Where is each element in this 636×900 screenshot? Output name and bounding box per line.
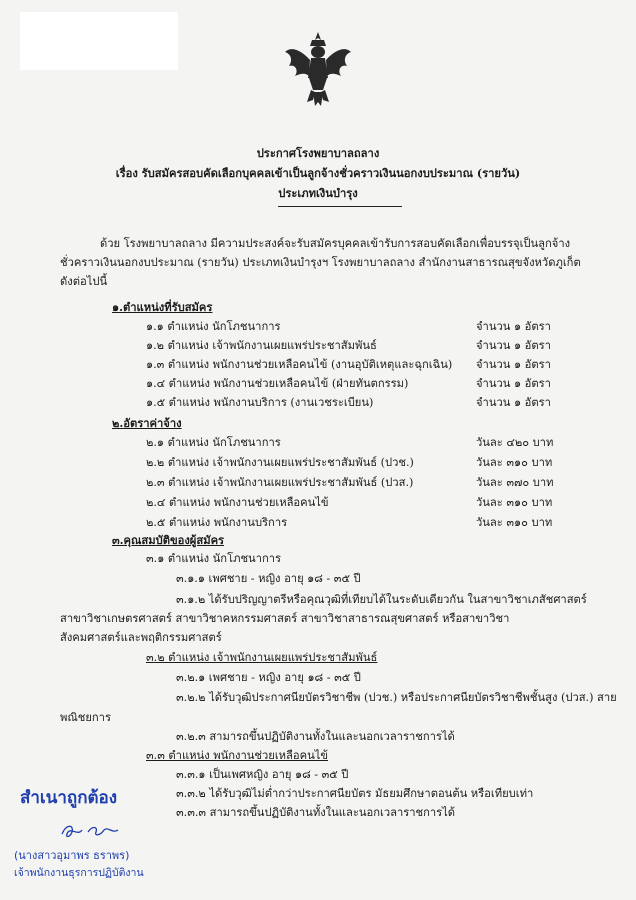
intro-line-2: ชั่วคราวเงินนอกงบประมาณ (รายวัน) ประเภทเงินบำรุงฯ โรงพยาบาลถลาง สำนักงานสาธารณสุขจังหวัดภูเก็ต [60,256,581,269]
wage-item-label: ๒.๒ ตำแหน่ง เจ้าพนักงานเผยแพร่ประชาสัมพันธ์ (ปวช.) [146,456,414,469]
position-item-label: ๑.๔ ตำแหน่ง พนักงานช่วยเหลือคนไข้ (ฝ่ายทันตกรรม) [146,377,409,390]
position-item-label: ๑.๓ ตำแหน่ง พนักงานช่วยเหลือคนไข้ (งานอุบัติเหตุและฉุกเฉิน) [146,358,453,371]
section-3-heading: ๓.คุณสมบัติของผู้สมัคร [112,533,225,547]
wage-item-label: ๒.๓ ตำแหน่ง เจ้าพนักงานเผยแพร่ประชาสัมพันธ์ (ปวส.) [146,476,414,489]
section-1-heading: ๑.ตำแหน่งที่รับสมัคร [112,300,213,314]
qualification-line: สังคมศาสตร์และพฤติกรรมศาสตร์ [60,631,222,644]
qualification-line: ๓.๒.๑ เพศชาย - หญิง อายุ ๑๘ - ๓๕ ปี [176,671,361,684]
qualification-line: ๓.๒.๓ สามารถขึ้นปฏิบัติงานทั้งในและนอกเวลาราชการได้ [176,730,455,743]
qualification-subheading: ๓.๑ ตำแหน่ง นักโภชนาการ [146,552,282,565]
position-item-label: ๑.๕ ตำแหน่ง พนักงานบริการ (งานเวชระเบียน) [146,396,374,409]
qualification-line: ๓.๑.๒ ได้รับปริญญาตรีหรือคุณวุฒิที่เทียบได้ในระดับเดียวกัน ในสาขาวิชาเภสัชศาสตร์ [176,593,587,606]
wage-item-value: วันละ ๔๒๐ บาท [476,436,554,449]
title-divider [278,206,402,207]
intro-line-3: ดังต่อไปนี้ [60,275,108,288]
qualification-subheading: ๓.๒ ตำแหน่ง เจ้าพนักงานเผยแพร่ประชาสัมพันธ์ [146,651,378,664]
wage-item-value: วันละ ๓๑๐ บาท [476,496,553,509]
signature-icon [58,820,128,842]
section-2-heading: ๒.อัตราค่าจ้าง [112,416,182,430]
wage-item-label: ๒.๑ ตำแหน่ง นักโภชนาการ [146,436,281,449]
position-item-value: จำนวน ๑ อัตรา [476,377,551,390]
signer-name: (นางสาวอุมาพร ธราพร) [14,849,130,862]
garuda-emblem-icon [283,30,353,110]
position-item-value: จำนวน ๑ อัตรา [476,320,551,333]
qualification-line: สาขาวิชาเกษตรศาสตร์ สาขาวิชาคหกรรมศาสตร์ สาขาวิชาสาธารณสุขศาสตร์ หรือสาขาวิชา [60,612,510,625]
position-item-label: ๑.๑ ตำแหน่ง นักโภชนาการ [146,320,281,333]
wage-item-value: วันละ ๓๑๐ บาท [476,516,553,529]
position-item-value: จำนวน ๑ อัตรา [476,358,551,371]
qualification-subheading: ๓.๓ ตำแหน่ง พนักงานช่วยเหลือคนไข้ [146,749,329,762]
position-item-value: จำนวน ๑ อัตรา [476,396,551,409]
announcement-title: ประกาศโรงพยาบาลถลาง [256,146,380,160]
position-item-value: จำนวน ๑ อัตรา [476,339,551,352]
redacted-area [20,12,178,70]
qualification-line: ๓.๑.๑ เพศชาย - หญิง อายุ ๑๘ - ๓๕ ปี [176,572,361,585]
qualification-line: ๓.๓.๒ ได้รับวุฒิไม่ต่ำกว่าประกาศนียบัตร มัธยมศึกษาตอนต้น หรือเทียบเท่า [176,787,534,800]
announcement-category: ประเภทเงินบำรุง [278,186,358,200]
qualification-line: พณิชยการ [60,711,111,724]
wage-item-value: วันละ ๓๗๐ บาท [476,476,554,489]
certified-copy-stamp: สำเนาถูกต้อง [20,788,118,808]
qualification-line: ๓.๓.๑ เป็นเพศหญิง อายุ ๑๘ - ๓๕ ปี [176,768,349,781]
signer-position: เจ้าพนักงานธุรการปฏิบัติงาน [14,867,144,879]
wage-item-label: ๒.๕ ตำแหน่ง พนักงานบริการ [146,516,288,529]
intro-line-1: ด้วย โรงพยาบาลถลาง มีความประสงค์จะรับสมัครบุคคลเข้ารับการสอบคัดเลือกเพื่อบรรจุเป็นลูกจ้าง [100,237,571,250]
announcement-subject: เรื่อง รับสมัครสอบคัดเลือกบุคคลเข้าเป็นลูกจ้างชั่วคราวเงินนอกงบประมาณ (รายวัน) [115,166,521,180]
wage-item-value: วันละ ๓๑๐ บาท [476,456,553,469]
wage-item-label: ๒.๔ ตำแหน่ง พนักงานช่วยเหลือคนไข้ [146,496,329,509]
position-item-label: ๑.๒ ตำแหน่ง เจ้าพนักงานเผยแพร่ประชาสัมพันธ์ [146,339,377,352]
qualification-line: ๓.๒.๒ ได้รับวุฒิประกาศนียบัตรวิชาชีพ (ปวช.) หรือประกาศนียบัตรวิชาชีพชั้นสูง (ปวส.) สาย [176,691,617,704]
qualification-line: ๓.๓.๓ สามารถขึ้นปฏิบัติงานทั้งในและนอกเวลาราชการได้ [176,806,456,819]
